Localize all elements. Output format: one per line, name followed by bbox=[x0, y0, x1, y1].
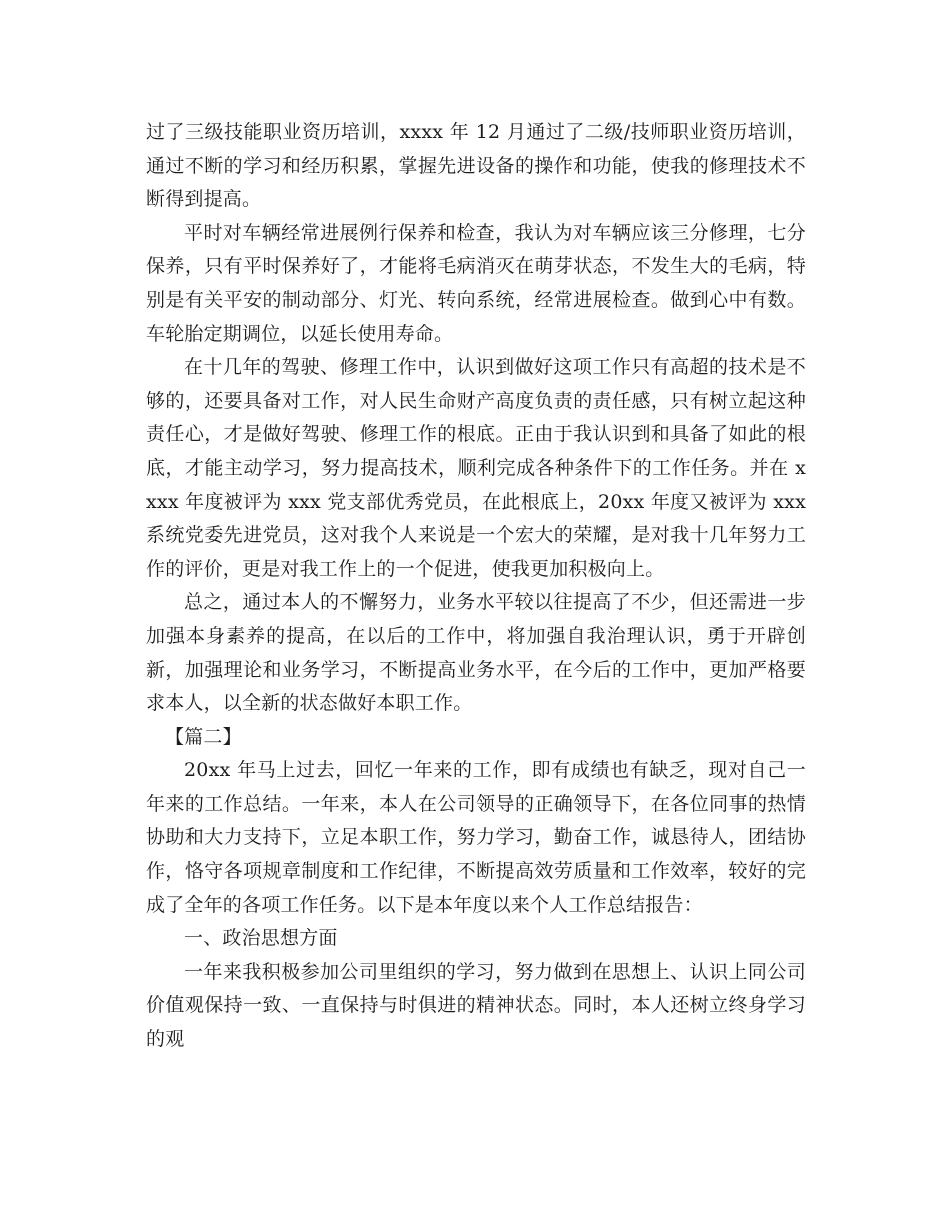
document-body bbox=[146, 116, 806, 1057]
section-heading: 【篇二】 bbox=[165, 725, 242, 748]
paragraph-summary: 总之，通过本人的不懈努力，业务水平较以往提高了不少，但还需进一步加强本身素养的提高，在以后的工作中，将加强自我治理认识，勇于开辟创新，加强理论和业务学习，不断提高业务水平，在今后的工作中，更加严格要求本人，以全新的状态做好本职工作。 bbox=[146, 591, 806, 715]
paragraph-maintenance: 平时对车辆经常进展例行保养和检查，我认为对车辆应该三分修理，七分保养，只有平时保养好了，才能将毛病消灭在萌芽状态，不发生大的毛病，特别是有关平安的制动部分、灯光、转向系统，经常进展检查。做到心中有数。车轮胎定期调位，以延长使用寿命。 bbox=[146, 221, 806, 345]
paragraph-intro-part2: 20xx 年马上过去，回忆一年来的工作，即有成绩也有缺乏，现对自己一年来的工作总结。一年来，本人在公司领导的正确领导下，在各位同事的热情协助和大力支持下，立足本职工作，努力学习，勤奋工作，诚恳待人，团结协作，恪守各项规章制度和工作纪律，不断提高效劳质量和工作效率，较好的完成了全年的各项工作任务。以下是本年度以来个人工作总结报告： bbox=[146, 759, 806, 916]
paragraph-experience: 在十几年的驾驶、修理工作中，认识到做好这项工作只有高超的技术是不够的，还要具备对工作，对人民生命财产高度负责的责任感，只有树立起这种责任心，才是做好驾驶、修理工作的根底。正由于我认识到和具备了如此的根底，才能主动学习，努力提高技术，顺利完成各种条件下的工作任务。并在 xxxx 年度被评为 xxx 党支部优秀党员，在此根底上，20xx 年度又被评为 xxx 系统党委先进党员，这对我个人来说是一个宏大的荣耀，是对我十几年努力工作的评价，更是对我工作上的一个促进，使我更加积极向上。 bbox=[146, 356, 806, 580]
paragraph-political: 一年来我积极参加公司里组织的学习，努力做到在思想上、认识上同公司价值观保持一致、一直保持与时俱进的精神状态。同时，本人还树立终身学习的观 bbox=[146, 960, 806, 1051]
subheading-political: 一、政治思想方面 bbox=[184, 927, 338, 950]
paragraph-continued: 过了三级技能职业资历培训，xxxx 年 12 月通过了二级/技师职业资历培训，通过不断的学习和经历积累，掌握先进设备的操作和功能，使我的修理技术不断得到提高。 bbox=[146, 121, 806, 211]
